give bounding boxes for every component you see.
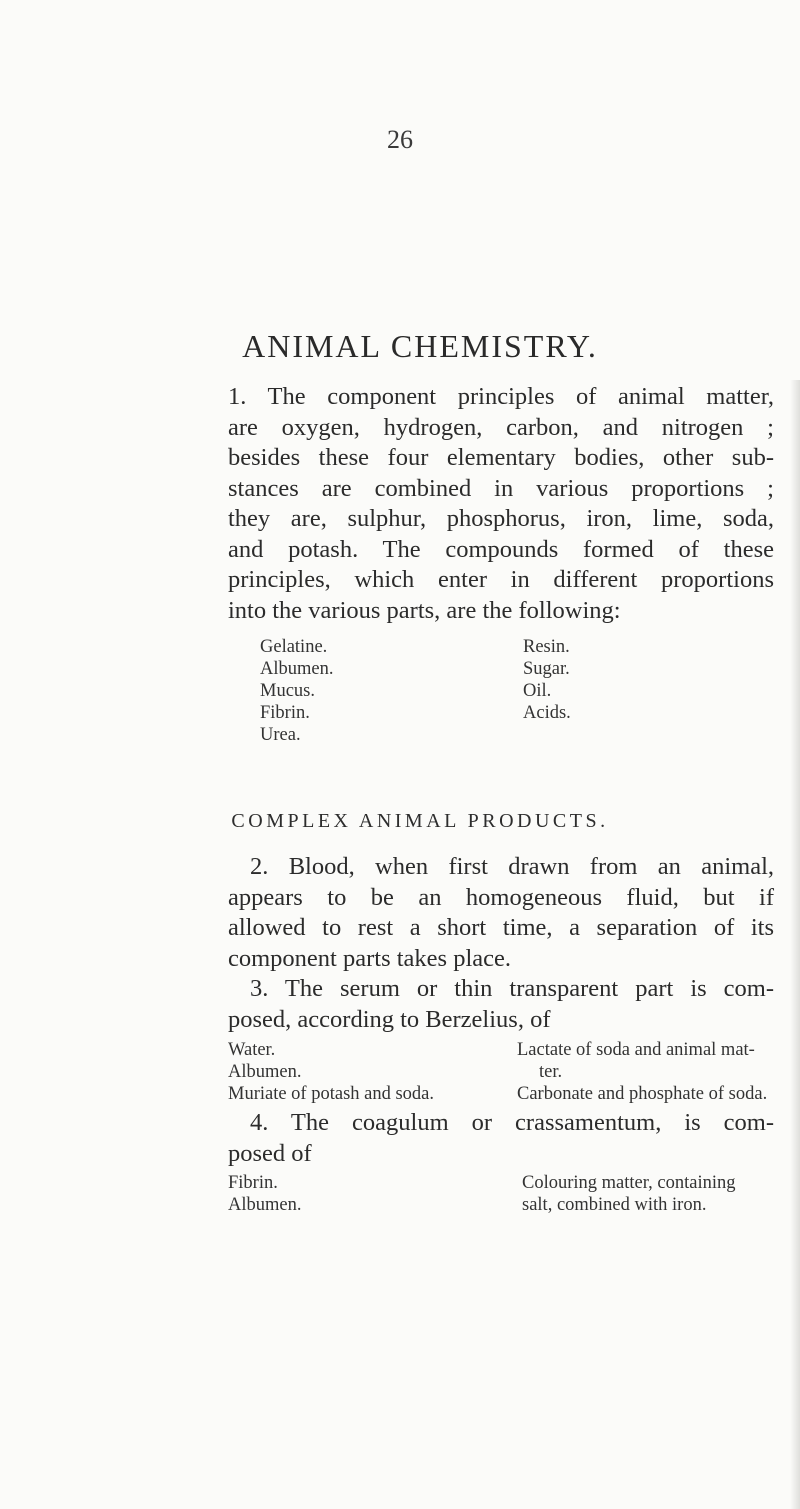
list-item: Resin. [523, 637, 570, 657]
list-item: Albumen. [260, 659, 334, 679]
chapter-title: ANIMAL CHEMISTRY. [242, 328, 598, 364]
list-item: Oil. [523, 681, 552, 701]
list-item: Carbonate and phosphate of soda. [517, 1084, 768, 1104]
list-item: Muriate of potash and soda. [228, 1084, 435, 1104]
paragraph-line: they are, sulphur, phosphorus, iron, lime, soda, [228, 505, 774, 532]
page-number: 26 [387, 125, 413, 154]
section-heading: COMPLEX ANIMAL PRODUCTS. [231, 810, 609, 832]
paragraph-3 [228, 974, 774, 1035]
paragraph-line: 2. Blood, when first drawn from an animal, [250, 853, 774, 880]
serum-list-right [517, 1039, 767, 1105]
paragraph-line: and potash. The compounds formed of these [228, 535, 774, 563]
page-edge-shadow [790, 380, 800, 1509]
list-item: Fibrin. [228, 1173, 278, 1193]
principles-list-left [260, 636, 333, 746]
coagulum-list-left [228, 1172, 301, 1216]
list-item: Colouring matter, containing [522, 1173, 736, 1193]
paragraph-line: stances are combined in various proportions ; [228, 474, 774, 502]
paragraph-1 [228, 382, 774, 626]
list-item: Mucus. [260, 681, 315, 701]
list-item: Albumen. [228, 1195, 302, 1215]
paragraph-line: into the various parts, are the following: [228, 596, 621, 624]
paragraph-line: are oxygen, hydrogen, carbon, and nitrogen ; [228, 413, 774, 441]
paragraph-line: appears to be an homogeneous fluid, but if [228, 883, 774, 911]
paragraph-line: principles, which enter in different proportions [228, 566, 774, 593]
serum-list-left [228, 1039, 434, 1105]
list-item: Albumen. [228, 1062, 302, 1082]
list-item: Lactate of soda and animal mat- [517, 1040, 755, 1060]
paragraph-line: posed, according to Berzelius, of [228, 1005, 551, 1033]
paragraph-line: 4. The coagulum or crassamentum, is com- [250, 1109, 774, 1136]
paragraph-line: 1. The component principles of animal matter, [228, 383, 774, 410]
list-item: Acids. [523, 703, 571, 723]
paragraph-line: 3. The serum or thin transparent part is com- [250, 975, 774, 1002]
paragraph-2 [228, 852, 774, 974]
principles-list-right [523, 636, 571, 724]
paragraph-line: posed of [228, 1139, 312, 1167]
paragraph-line: besides these four elementary bodies, other sub- [228, 444, 774, 471]
list-item: Fibrin. [260, 703, 310, 723]
list-item: Urea. [260, 725, 301, 745]
paragraph-line: allowed to rest a short time, a separation of its [228, 914, 774, 941]
list-item: Gelatine. [260, 637, 328, 657]
paragraph-line: component parts takes place. [228, 944, 512, 972]
list-item: salt, combined with iron. [522, 1195, 707, 1215]
paragraph-4 [228, 1108, 774, 1169]
list-item: Water. [228, 1040, 276, 1060]
list-item: Sugar. [523, 659, 570, 679]
list-item: ter. [539, 1062, 563, 1082]
coagulum-list-right [522, 1172, 736, 1216]
